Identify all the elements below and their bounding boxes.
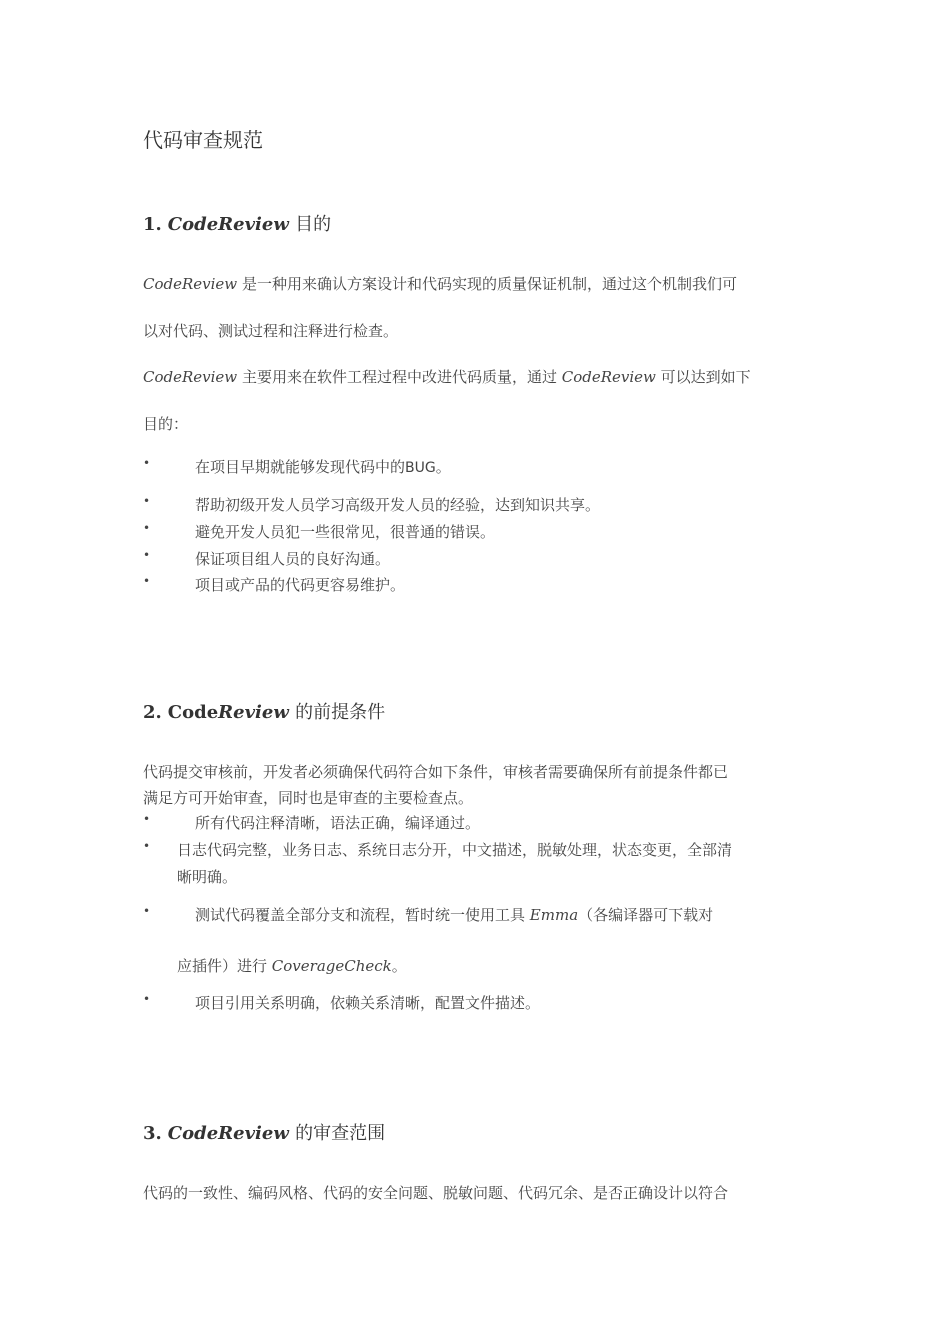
heading-tail: 的前提条件: [295, 702, 386, 723]
s1-paragraph-2-line-1: [143, 366, 751, 387]
term: CodeReview: [143, 275, 238, 293]
term: BUG: [405, 460, 436, 476]
s2-paragraph-line-1: 代码提交审核前，开发者必须确保代码符合如下条件，审核者需要确保所有前提条件都已: [143, 763, 729, 781]
s1-paragraph-1-line-1: [143, 273, 737, 294]
list-item-text: [195, 904, 713, 925]
bullet-mark: •: [143, 548, 151, 562]
text: 应插件）进行: [177, 957, 268, 975]
text: 。: [391, 957, 407, 975]
section-number: 1.: [143, 214, 162, 235]
list-item-text: 日志代码完整，业务日志、系统日志分开，中文描述，脱敏处理，状态变更，全部清: [177, 841, 733, 859]
term: Emma: [529, 906, 579, 924]
term: CodeReview: [561, 368, 656, 386]
document-title: 代码审查规范: [143, 128, 263, 152]
text: 。: [435, 458, 451, 476]
s1-paragraph-1-line-2: 以对代码、测试过程和注释进行检查。: [143, 322, 399, 340]
s2-paragraph-line-2: 满足方可开始审查，同时也是审查的主要检查点。: [143, 789, 474, 807]
s1-paragraph-2-line-2: 目的：: [143, 415, 189, 433]
list-item-text: [195, 456, 451, 477]
heading-tail: 的审查范围: [295, 1123, 386, 1144]
bullet-mark: •: [143, 574, 151, 588]
list-item-continuation: 晰明确。: [177, 868, 238, 886]
text: 是一种用来确认方案设计和代码实现的质量保证机制，通过这个机制我们可: [241, 275, 737, 293]
text: 测试代码覆盖全部分支和流程，暂时统一使用工具: [195, 906, 526, 924]
heading-term: Review: [218, 702, 289, 723]
heading-term: CodeReview: [167, 1123, 289, 1144]
section-number: 3.: [143, 1123, 162, 1144]
heading-term: CodeReview: [167, 214, 289, 235]
term: CodeReview: [143, 368, 238, 386]
list-item-text: 所有代码注释清晰，语法正确，编译通过。: [195, 814, 481, 832]
s3-paragraph-line-1: 代码的一致性、编码风格、代码的安全问题、脱敏问题、代码冗余、是否正确设计以符合: [143, 1184, 729, 1202]
list-item-text: 项目引用关系明确，依赖关系清晰，配置文件描述。: [195, 994, 541, 1012]
text: （各编译器可下载对: [578, 906, 714, 924]
text: 主要用来在软件工程过程中改进代码质量，通过: [241, 368, 557, 386]
bullet-mark: •: [143, 992, 151, 1006]
bullet-mark: •: [143, 494, 151, 508]
bullet-mark: •: [143, 812, 151, 826]
section-3-heading: [143, 1119, 385, 1145]
heading-tail: 目的: [295, 214, 332, 235]
section-number: 2.: [143, 702, 162, 723]
text: 可以达到如下: [660, 368, 751, 386]
bullet-mark: •: [143, 904, 151, 918]
list-item-text: 保证项目组人员的良好沟通。: [195, 550, 391, 568]
section-1-heading: [143, 210, 331, 236]
list-item-text: 帮助初级开发人员学习高级开发人员的经验，达到知识共享。: [195, 496, 601, 514]
list-item-text: 避免开发人员犯一些很常见，很普通的错误。: [195, 523, 496, 541]
bullet-mark: •: [143, 456, 151, 470]
bullet-mark: •: [143, 839, 151, 853]
list-item-text: 项目或产品的代码更容易维护。: [195, 576, 406, 594]
text: 在项目早期就能够发现代码中的: [195, 458, 406, 476]
heading-term: Code: [167, 702, 219, 723]
list-item-continuation: [177, 955, 407, 976]
term: CoverageCheck: [271, 957, 392, 975]
bullet-mark: •: [143, 521, 151, 535]
section-2-heading: [143, 698, 385, 724]
